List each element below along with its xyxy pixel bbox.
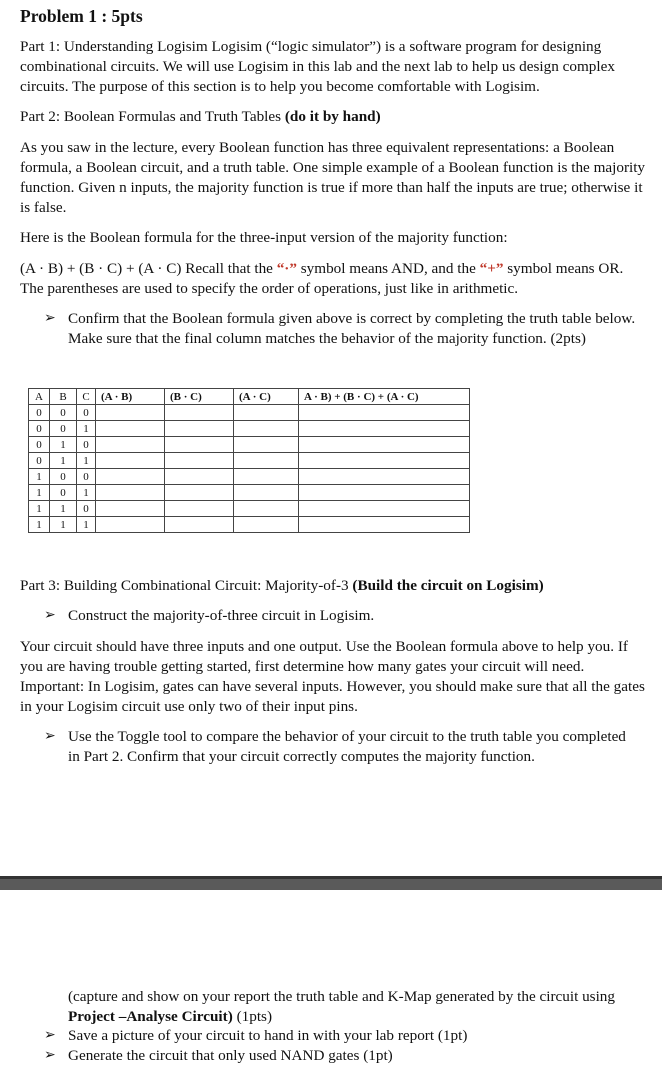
bullet-nand-text: Generate the circuit that only used NAND gates (1pt) xyxy=(68,1047,393,1064)
cell-b: 0 xyxy=(50,469,77,485)
arrow-bullet-icon: ➢ xyxy=(44,311,56,326)
cell-c: 1 xyxy=(77,517,96,533)
cell-c: 0 xyxy=(77,437,96,453)
arrow-bullet-icon: ➢ xyxy=(44,1048,56,1063)
arrow-bullet-icon: ➢ xyxy=(44,729,56,744)
table-row xyxy=(29,501,470,517)
part3-heading-text: Part 3: Building Combinational Circuit: Majority-of-3 xyxy=(20,577,349,594)
header-b: B xyxy=(50,389,77,405)
cell-empty[interactable] xyxy=(165,469,234,485)
part3-heading xyxy=(20,576,650,596)
formula-text: (A · B) + (B · C) + (A · C) Recall that the xyxy=(20,260,277,277)
cell-empty[interactable] xyxy=(299,405,470,421)
truth-table xyxy=(28,388,470,533)
part2-paragraph-2: Here is the Boolean formula for the three-input version of the majority function: xyxy=(20,229,508,246)
cell-c: 1 xyxy=(77,421,96,437)
cell-empty[interactable] xyxy=(299,437,470,453)
cell-empty[interactable] xyxy=(96,517,165,533)
bullet-nand xyxy=(46,1046,636,1066)
header-a: A xyxy=(29,389,50,405)
cell-a: 0 xyxy=(29,405,50,421)
cell-empty[interactable] xyxy=(234,469,299,485)
table-row xyxy=(29,485,470,501)
header-majority: A · B) + (B · C) + (A · C) xyxy=(299,389,470,405)
cell-empty[interactable] xyxy=(96,485,165,501)
part2-bullet xyxy=(46,309,636,349)
cell-b: 1 xyxy=(50,453,77,469)
truth-table-header-row xyxy=(29,389,470,405)
cell-empty[interactable] xyxy=(165,437,234,453)
table-row xyxy=(29,405,470,421)
capture-post: (1pts) xyxy=(232,1008,273,1025)
cell-empty[interactable] xyxy=(165,421,234,437)
part2-heading-bold: (do it by hand) xyxy=(284,108,381,125)
cell-c: 0 xyxy=(77,501,96,517)
cell-empty[interactable] xyxy=(234,405,299,421)
cell-a: 1 xyxy=(29,501,50,517)
cell-empty[interactable] xyxy=(234,501,299,517)
capture-note xyxy=(46,987,636,1027)
arrow-bullet-icon: ➢ xyxy=(44,608,56,623)
table-row xyxy=(29,453,470,469)
formula-paragraph xyxy=(20,259,650,299)
part2-paragraph-1: As you saw in the lecture, every Boolean function has three equivalent representations: a Boolean formula, a Boolean circuit, and a truth table. One simple example of a Boolean function is the majority function. Given n inputs, the majority function is true if more than half the inputs are true; otherwise it is false. xyxy=(20,139,646,216)
cell-empty[interactable] xyxy=(299,485,470,501)
cell-b: 1 xyxy=(50,501,77,517)
cell-empty[interactable] xyxy=(299,501,470,517)
cell-empty[interactable] xyxy=(165,405,234,421)
part2-heading xyxy=(20,107,650,127)
table-row xyxy=(29,469,470,485)
formula-mid-text: symbol means AND, and the xyxy=(296,260,480,277)
cell-b: 0 xyxy=(50,485,77,501)
part1-paragraph: Part 1: Understanding Logisim Logisim (“logic simulator”) is a software program for designing combinational circuits. We will use Logisim in this lab and the next lab to help us design complex circuits. The purpose of this section is to help you become comfortable with Logisim. xyxy=(20,38,615,95)
cell-empty[interactable] xyxy=(165,485,234,501)
part2-bullet-text: Confirm that the Boolean formula given above is correct by completing the truth table below. Make sure that the final column matches the behavior of the majority function. (2pts) xyxy=(68,310,636,347)
cell-b: 0 xyxy=(50,421,77,437)
cell-a: 1 xyxy=(29,517,50,533)
page-separator-edge xyxy=(0,876,662,879)
table-row xyxy=(29,437,470,453)
header-b-and-c: (B · C) xyxy=(165,389,234,405)
part3-bullet-2-text: Use the Toggle tool to compare the behavior of your circuit to the truth table you completed in Part 2. Confirm that your circuit correctly computes the majority function. xyxy=(68,728,626,765)
and-symbol: “·” xyxy=(276,260,297,277)
cell-a: 1 xyxy=(29,485,50,501)
header-c: C xyxy=(77,389,96,405)
part2-heading-text: Part 2: Boolean Formulas and Truth Tables xyxy=(20,108,282,125)
part3-bullet-2 xyxy=(46,727,636,767)
bullet-save-text: Save a picture of your circuit to hand in with your lab report (1pt) xyxy=(68,1027,468,1044)
capture-bold: Project –Analyse Circuit) xyxy=(68,1008,233,1025)
cell-c: 1 xyxy=(77,485,96,501)
cell-b: 0 xyxy=(50,405,77,421)
cell-empty[interactable] xyxy=(165,517,234,533)
problem-title: Problem 1 : 5pts xyxy=(20,6,143,26)
header-a-and-b: (A · B) xyxy=(96,389,165,405)
cell-a: 0 xyxy=(29,453,50,469)
cell-c: 0 xyxy=(77,469,96,485)
part3-heading-bold: (Build the circuit on Logisim) xyxy=(352,577,544,594)
cell-empty[interactable] xyxy=(234,485,299,501)
cell-c: 1 xyxy=(77,453,96,469)
bullet-save xyxy=(46,1026,636,1046)
part3-bullet-1-text: Construct the majority-of-three circuit in Logisim. xyxy=(68,607,375,624)
cell-empty[interactable] xyxy=(234,421,299,437)
cell-empty[interactable] xyxy=(165,501,234,517)
cell-c: 0 xyxy=(77,405,96,421)
cell-a: 0 xyxy=(29,421,50,437)
cell-empty[interactable] xyxy=(234,517,299,533)
table-row xyxy=(29,421,470,437)
cell-b: 1 xyxy=(50,517,77,533)
formula-post-text: symbol means OR. The parentheses are used to specify the order of operations, just like in arithmetic. xyxy=(20,260,624,297)
cell-b: 1 xyxy=(50,437,77,453)
cell-empty[interactable] xyxy=(96,453,165,469)
cell-a: 1 xyxy=(29,469,50,485)
cell-empty[interactable] xyxy=(96,469,165,485)
cell-empty[interactable] xyxy=(96,421,165,437)
capture-note-text xyxy=(46,987,636,1027)
cell-empty[interactable] xyxy=(299,517,470,533)
table-row xyxy=(29,517,470,533)
cell-empty[interactable] xyxy=(96,437,165,453)
header-a-and-c: (A · C) xyxy=(234,389,299,405)
cell-empty[interactable] xyxy=(165,453,234,469)
arrow-bullet-icon: ➢ xyxy=(44,1028,56,1043)
cell-empty[interactable] xyxy=(96,405,165,421)
part3-bullet-1 xyxy=(46,606,636,626)
cell-empty[interactable] xyxy=(299,453,470,469)
cell-a: 0 xyxy=(29,437,50,453)
cell-empty[interactable] xyxy=(234,453,299,469)
cell-empty[interactable] xyxy=(96,501,165,517)
cell-empty[interactable] xyxy=(299,469,470,485)
cell-empty[interactable] xyxy=(299,421,470,437)
part3-paragraph: Your circuit should have three inputs and one output. Use the Boolean formula above to help you. If you are having trouble getting started, first determine how many gates your circuit will need. Important: In Logisim, gates can have several inputs. However, you should make sure that all the gates in your Logisim circuit use only two of their input pins. xyxy=(20,638,645,715)
or-symbol: “+” xyxy=(479,260,504,277)
capture-pre: (capture and show on your report the truth table and K-Map generated by the circuit using xyxy=(68,988,615,1005)
cell-empty[interactable] xyxy=(234,437,299,453)
